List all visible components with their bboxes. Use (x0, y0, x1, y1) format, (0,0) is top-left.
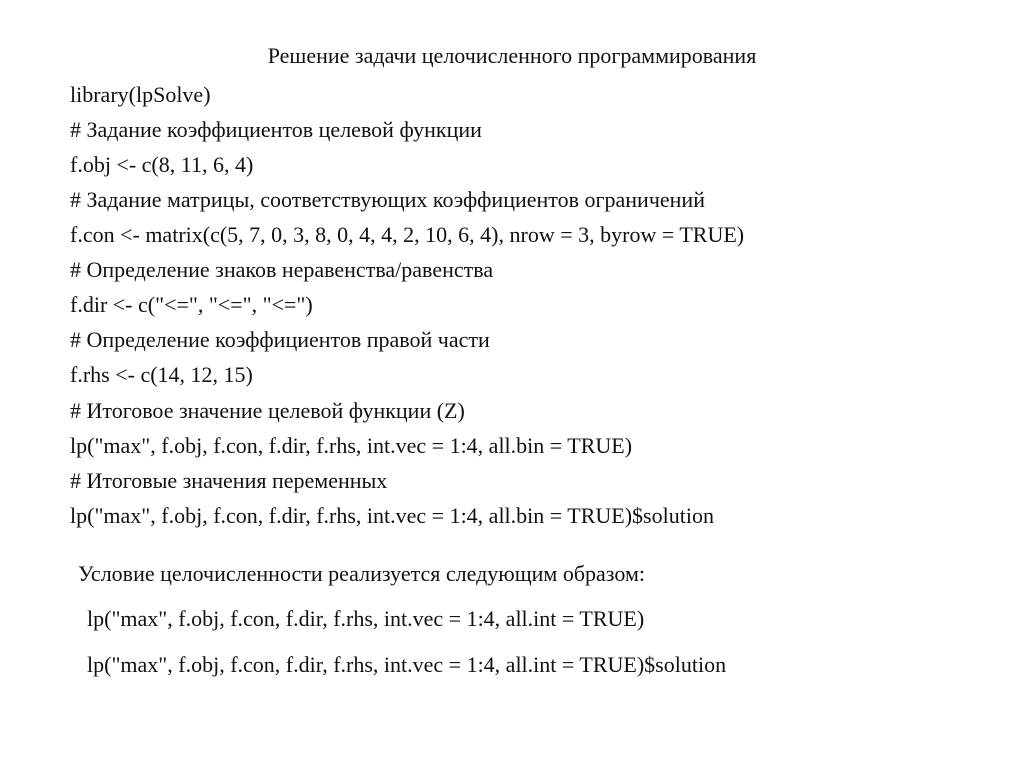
slide-title: Решение задачи целочисленного программирования (267, 43, 757, 68)
comment-final-vars: # Итоговые значения переменных (70, 468, 388, 493)
code-line-lp-bin-solution: lp("max", f.obj, f.con, f.dir, f.rhs, int.vec = 1:4, all.bin = TRUE)$solution (70, 503, 714, 528)
code-line-fdir: f.dir <- c("<=", "<=", "<=") (70, 292, 313, 317)
code-line-fobj: f.obj <- c(8, 11, 6, 4) (70, 152, 254, 177)
comment-final-value: # Итоговое значение целевой функции (Z) (70, 398, 465, 423)
code-line-fcon: f.con <- matrix(c(5, 7, 0, 3, 8, 0, 4, 4, 2, 10, 6, 4), nrow = 3, byrow = TRUE) (70, 222, 745, 247)
comment-matrix: # Задание матрицы, соответствующих коэффициентов ограничений (70, 187, 705, 212)
code-line-library: library(lpSolve) (70, 82, 211, 107)
code-line-lp-int: lp("max", f.obj, f.con, f.dir, f.rhs, int.vec = 1:4, all.int = TRUE) (87, 606, 645, 631)
code-line-lp-bin: lp("max", f.obj, f.con, f.dir, f.rhs, int.vec = 1:4, all.bin = TRUE) (70, 433, 633, 458)
code-line-frhs: f.rhs <- c(14, 12, 15) (70, 362, 253, 387)
integer-condition-note: Условие целочисленности реализуется следующим образом: (78, 561, 645, 586)
comment-objective: # Задание коэффициентов целевой функции (70, 117, 482, 142)
code-line-lp-int-solution: lp("max", f.obj, f.con, f.dir, f.rhs, int.vec = 1:4, all.int = TRUE)$solution (87, 652, 727, 677)
comment-signs: # Определение знаков неравенства/равенства (70, 257, 494, 282)
comment-rhs: # Определение коэффициентов правой части (70, 327, 490, 352)
